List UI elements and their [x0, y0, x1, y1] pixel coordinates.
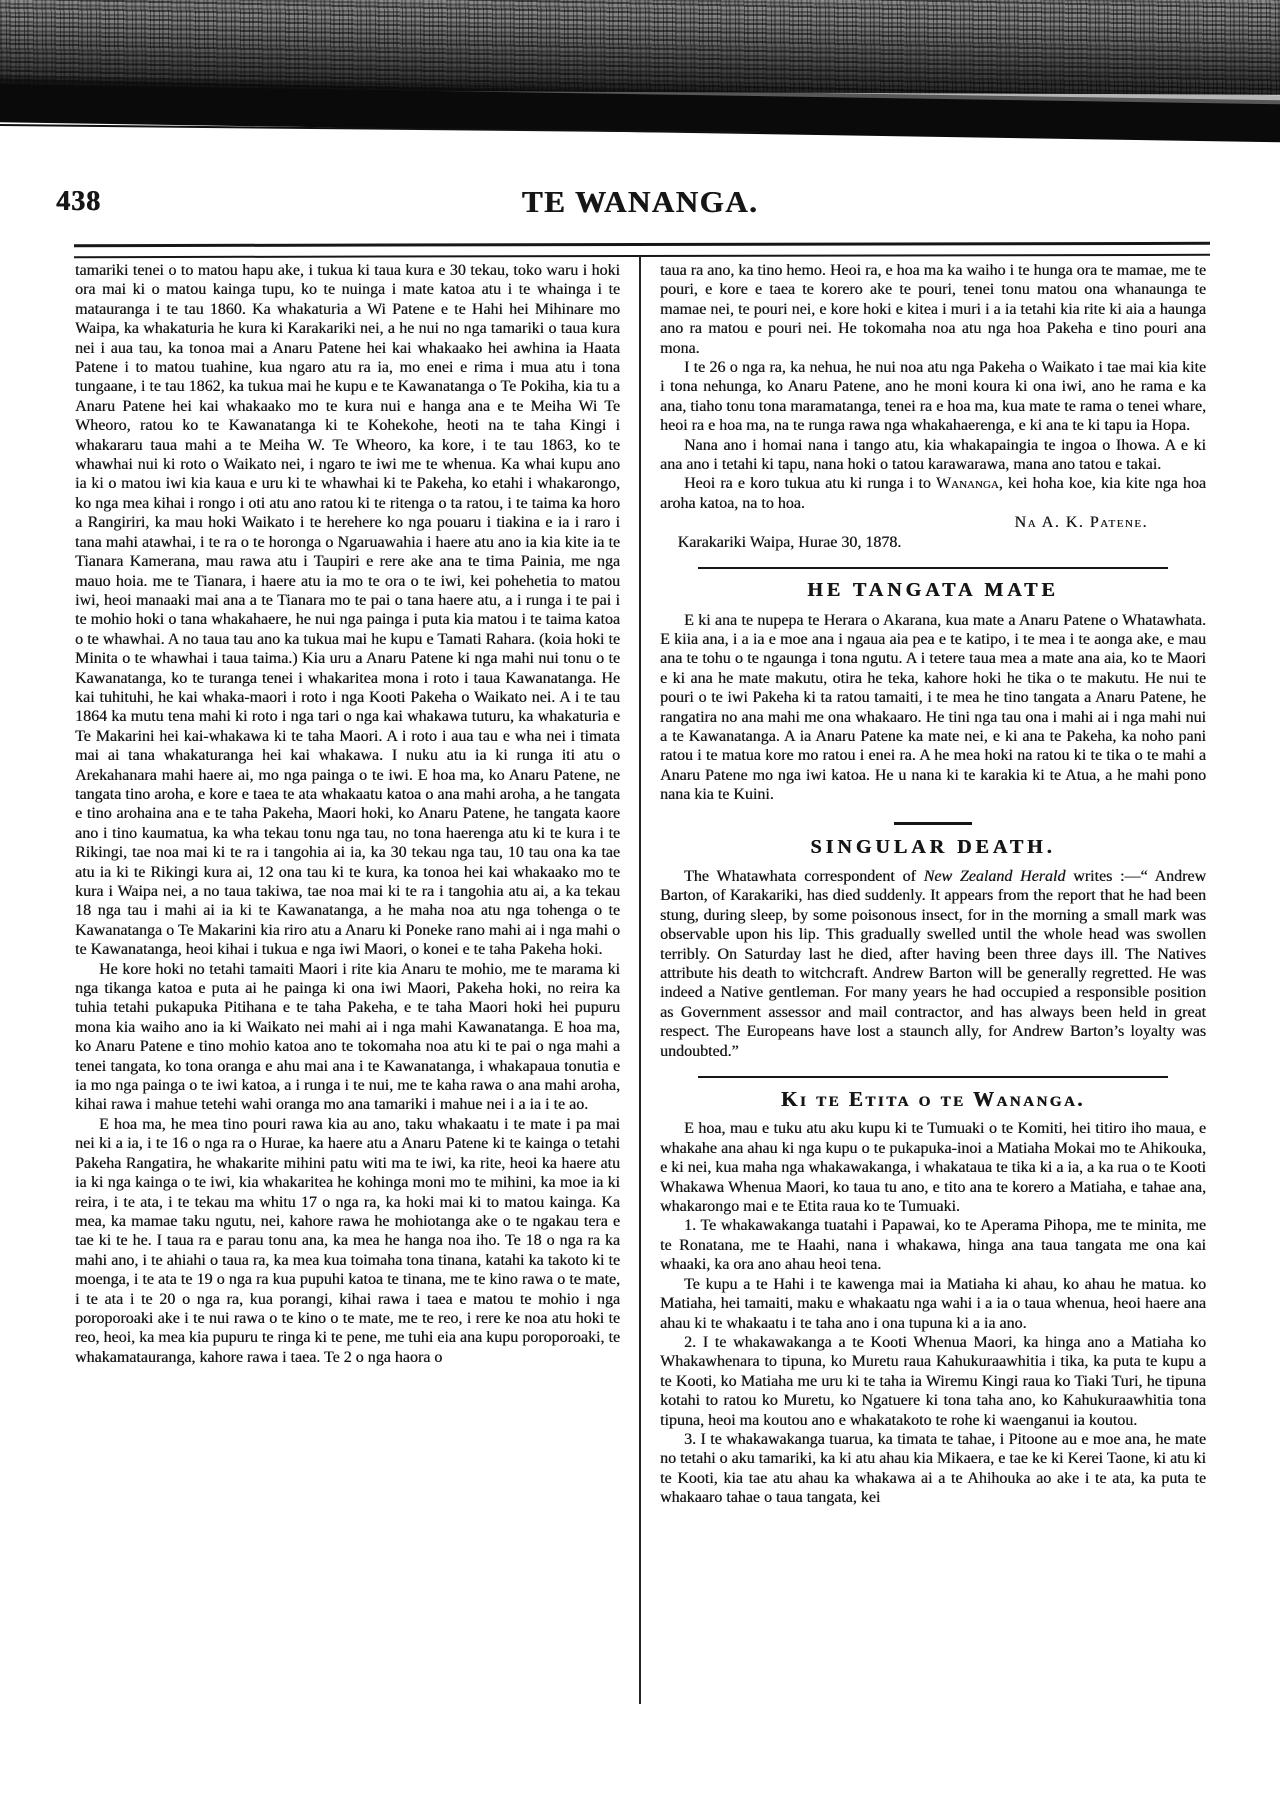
page-number: 438 — [56, 186, 101, 217]
paragraph — [660, 474, 1206, 513]
masthead-title: TE WANANGA. — [521, 184, 759, 219]
paragraph: 2. I te whakawakanga a te Kooti Whenua Maori, ka hinga ano a Matiaha ko Whakawhenara to tipuna, ko Muretu raua Kahukuraawhitia i tika, ka puta te kupu a te Kooti, ko Matiaha me uru ki te taha ia Wiremu Kingi raua ko Tiaki Turi, he tipuna kotahi to ratou ko Muretu, ko Ngatuere ki tona taha ano, ko Kahukuraawhitia tona tipuna, heoi ma koutou ano e whakatakoto te rohe ki waenganui ia koutou. — [660, 1333, 1206, 1429]
paragraph: E hoa ma, he mea tino pouri rawa kia au ano, taku whakaatu i te mate i pa mai nei ki a ia, i te 16 o nga ra o Hurae, ka haere atu a Anaru Patene ki te kainga o tetahi Pakeha Rangatira, he whakarite mihini patu witi ma te iwi, ka rite, heoi ka haere atu ia ki nga kainga o te iwi, kia whakaritea he kohinga moni mo te mihini, ka moe ia ki reira, i te ata, i te tekau ma whitu 17 o nga ra, ka hoki mai ki to matou kainga. Ka mea, ka mamae taku ngutu, nei, kahore rawa he mohiotanga ake o te ngakau tera e tae ki te he. I taua ra e parau tonu ana, ka mea he hanga noa iho. Te 18 o nga ra ka mahi ano, i te ahiahi o taua ra, ka mea kua toimaha tona tinana, katahi ka takoto ki te moenga, i te ata te 19 o nga ra kua pupuhi katoa te tinana, me te kino rawa o te mate, i te ata i te 20 o nga ra, kua porangi, kihai rawa i taea e matou te mohio i nga poroporoaki ake i te nui rawa o te kino o te mate, me te reo, i rere ke noa atu hoki te reo, heoi, ka mea kia pupuru te ringa ki te pene, me tuhi eia ana kupu poroporoaki, te whakamatauranga, kahore rawa i taea. Te 2 o nga haora o — [75, 1115, 620, 1366]
paragraph-text: , kei hoha koe, kia kite nga hoa aroha katoa, na to hoa. — [660, 475, 1206, 512]
scan-artifact-band — [0, 0, 1280, 150]
paragraph: I te 26 o nga ra, ka nehua, he nui noa atu nga Pakeha o Waikato i tae mai kia kite i tona nehunga, ko Anaru Patene, ano he moni koura ki ona iwi, ano he rama e ka ana, tiaho tonu tona maramatanga, tenei ra e hoa ma, kua mate te rama o tenei whare, heoi ra e hoa ma, na te runga rawa nga whakahaerenga, e ki ana te ki tapu ia Hopa. — [660, 359, 1206, 435]
section-heading-ki-te-etita: Ki te Etita o te Wananga. — [781, 1087, 1085, 1112]
header-double-rule — [74, 242, 1210, 258]
paragraph: 1. Te whakawakanga tuatahi i Papawai, ko te Aperama Pihopa, me te minita, me te Ronatana, me te Haahi, nana i whakawa, hinga ana taua tangata me ona kai whaaki, ka ora ano ahau heoi tena. — [660, 1217, 1206, 1274]
left-column — [75, 261, 620, 1367]
scan-noise-texture — [0, 0, 1280, 95]
paragraph-text: Heoi ra e koro tukua atu ki runga i to — [684, 475, 936, 493]
section-divider — [698, 567, 1168, 569]
paragraph-text: The Whatawhata correspondent of — [684, 867, 924, 885]
paragraph: E ki ana te nupepa te Herara o Akarana, kua mate a Anaru Patene o Whatawhata. E kiia ana, i a ia e moe ana i ngaua aia pea e te katipo, i te mea i te aonga ake, e mau ana te tohu o te ngaunga i tona ngutu. A i tetere taua mea a mate ana aia, ko te Maori e ki ana he mate makutu, otira he teka, kahore hoki he tika o te makutu. He nui te pouri o te iwi Pakeha ki ta ratou tamaiti, i te mea he tino tangata a Anaru Patene, he rangatira no ana mahi me ona whakaaro. He tini nga tau ona i mahi ai i nga mahi nui a te Kawanatanga. A ia Anaru Patene ka mate nei, e ki ana te Pakeha, ka noho pani ratou i te matua kore mo ratou i enei ra. A he mea hoki na ratou ki te tika o te mahi a Anaru Patene mo nga iwi katoa. He u nana ki te karakia ki te Atua, a he mahi pono nana kia te Kuini. — [660, 611, 1206, 804]
right-column — [660, 261, 1206, 1508]
paragraph: He kore hoki no tetahi tamaiti Maori i rite kia Anaru te mohio, me te marama ki nga tikanga katoa e puta ai he painga ki ona iwi Maori, Pakeha hoki, no reira ka tuhia tetahi pukapuka Pitihana e te taha Pakeha, e te taha Maori hoki hei pupuru mona kia waiho ano ia ki Waikato nei mahi ai i nga mahi Kawanatanga. E hoa ma, ko Anaru Patene e tino mohio katoa ano te tokomaha noa atu ki te pai o nga mahi a tenei tangata, ko tona oranga e ahu mai ana i te Kawanatanga, i whakapaua tonutia e ia mo nga painga o te iwi katoa, a i runga i te nui, me te kaha rawa o ana mahi aroha, kihai rawa i mahue tetehi wahi oranga mo ana tamariki i mahue nei i a ia i te ao. — [75, 960, 620, 1114]
paragraph: Nana ano i homai nana i tango atu, kia whakapaingia te ingoa o Ihowa. A e ki ana ano i tetahi ki tapu, nana hoki o tatou karawarawa, mana ano tatou e takai. — [660, 436, 1206, 474]
paragraph-text: writes :—“ Andrew Barton, of Karakariki, has died suddenly. It appears from the report that he had been stung, during sleep, by some poisonous insect, for in the morning a small mark was observable upon his lip. This gradually swelled until the whole head was swollen terribly. On Saturday last he died, after having been three days ill. The Natives attribute his death to witchcraft. Andrew Barton will be generally regretted. He was indeed a Native gentleman. For many years he had occupied a responsible position as Government assessor and mail contractor, and has always been held in great respect. The Europeans have lost a staunch ally, for Andrew Barton’s loyalty was undoubted.” — [660, 867, 1207, 1060]
wananga-smallcaps: Wananga — [935, 475, 999, 493]
paragraph: tamariki tenei o to matou hapu ake, i tukua ki taua kura e 30 tekau, toko waru i hoki ora mai ki o matou kainga tupu, ko te nuinga i mate katoa atu i te whainga i te matauranga i te tau 1860. Ka whakaturia a Wi Patene e te Hahi hei Mihinare mo Waipa, ka whakaturia he kura ki Karakariki nei, a he nui no nga tamariki o taua kura nei i aua tau, ka tonoa mai a Anaru Patene hei kai whakaako hei awhina ia Haata Patene i to matou tuahine, kua ngaro atu ra ia, mo enei e rima i mua atu i tona tungaane, i te tau 1862, ka tukua mai he kupu e te Kawanatanga o Te Pokiha, kia tu a Anaru Patene hei kai whakaako mo te kura nui e hanga ana e te Meiha Wi Te Wheoro, ratou ko te Kawanatanga ki te Kohekohe, heoti na te taha Kingi i whakararu taua mahi a te Meiha W. Te Wheoro, ka kore, i te tau 1863, ko te whawhai nui ki roto o Waikato nei, i ngaro te iwi me te whenua. Ka whai kupu ano ia ki o matou iwi kia kaua e uru ki te whawhai ki te Pakeha, ko etahi i whakarongo, ko nga mea kihai i rongo i oti atu ano ratou ki te ritenga o ta ratou, i te taima ka horo a Rangiriri, ka mau hoki Waikato i te herehere ko nga pouaru i tiakina e ia i raro i tana mahi atawhai, i te ra o te horonga o Ngaruawahia i haere atu ano ia kia kite ia te Tianara Kamerana, mau rawa atu i Taupiri e rere ake ana te tima Painia, me nga mauo hoia. me te Tianara, i haere atu ia mo te ora o te iwi, kei pohehetia to matou iwi, heoi manaaki mai ana a te Tianara mo te pai o tana haere atu, a i runga i te pai i te mohio hoki o tana whakahaere, he nui nga painga i puta kia matou i te taima katoa o te whawhai. A no taua tau ano ka tukua mai he kupu e Tamati Rahara. (koia hoki te Minita o te whawhai i taua taima.) Kia uru a Anaru Patene ki nga mahi nui tonu o te Kawanatanga, ko te turanga tenei i whakaritea mona i roto i taua Kawanatanga. He kai tuhituhi, he kai whaka-maori i roto i nga Kooti Pakeha o Waikato nei. A i te tau 1864 ka mutu tena mahi ki roto i nga tari o nga kai whakawa tuturu, ka whakaturia e Te Makarini hei kai-whakawa ki te taha Maori. A i roto i aua tau e wha nei i timata mai ai tana whakaturanga hei kai whakawa. I nuku atu ia ki runga iti atu o Arekahanara mahi haere ai, mo nga painga o te iwi. E hoa ma, ko Anaru Patene, ne tangata tino aroha, e kore e taea te ata whakaatu katoa o ana mahi aroha, a he tangata e tino arohaina ana e te taha Pakeha, Maori hoki, ko Anaru Patene, he tangata kaore ano i tino kaumatua, ka wha tekau tonu nga tau, no tona haerenga atu ki te kura i te Rikingi, tae noa mai ki te ra i tangohia ai ia, ka 30 tekau nga tau, 10 tau ona ka tae atu ia ki te Rikingi kura ai, 12 ona tau ki te kura, ka tonoa hei kai whakaako mo te kura i Waipa nei, a no taua takiwa, tae noa mai ki te ra i tangohia atu ai, a ka tekau 18 nga tau i mahi ai ia ki te Kawanatanga, a he maha noa atu nga tohenga o te Kawanatanga o Te Makarini kia riro atu a Anaru ki Poneke rano mahi ai i nga mahi o te Kawanatanga, heoi kihai i tukua e nga iwi Maori, o konei e te taha Pakeha hoki. — [75, 262, 620, 959]
signature: Na A. K. Patene. — [1014, 514, 1148, 532]
newspaper-name-italic: New Zealand Herald — [923, 867, 1066, 885]
section-heading-he-tangata-mate: HE TANGATA MATE — [807, 579, 1059, 602]
paragraph: Te kupu a te Hahi i te kawenga mai ia Matiaha ki ahau, ko ahau he matua. ko Matiaha, hei tamaiti, maku e whakaatu nga wahi i a ia o taua whenua, heoi haere ana ahau ki te whakaatu i te taha ano i ona tupuna ki a ia ano. — [660, 1275, 1206, 1332]
paragraph — [660, 867, 1206, 1061]
paragraph: 3. I te whakawakanga tuarua, ka timata te tahae, i Pitoone au e moe ana, he mate no tetahi o aku tamariki, ka ki atu ahau kia Mikaera, e tae ke ki Kerei Taone, ki atu ki te Kooti, kia tae atu ahau ka whakawa ai a te Ahihouka ao ake i te ata, ka puta te whakaaro tahae o taua tangata, kei — [660, 1430, 1206, 1507]
section-heading-singular-death: SINGULAR DEATH. — [810, 835, 1056, 858]
dateline: Karakariki Waipa, Hurae 30, 1878. — [677, 533, 902, 551]
section-divider — [894, 822, 972, 825]
paragraph: E hoa, mau e tuku atu aku kupu ki te Tumuaki o te Komiti, hei titiro iho maua, e whakahe ana ahau ki nga kupu o te pukapuka-inoi a Matiaha Mokai mo te Ahikouka, e ki nei, kua maha nga whakawakanga, i whakataua te tika ki a ia, a ka rua o te Kooti Whakawa Whenua Maori, ko taua tu ano, e tito ana te korero a Matiaha, e tahae ana, whakarongo mai e te Etita raua ko te Tumuaki. — [660, 1120, 1206, 1216]
section-divider — [698, 1076, 1168, 1078]
paragraph: taua ra ano, ka tino hemo. Heoi ra, e hoa ma ka waiho i te hunga ora te mamae, me te pouri, e kore e taea te korero ake te pouri, tenei tonu matou ona whanaunga te mamae nei, te pouri nei, e kore hoki e kitea i muri i a ia tetahi kia rite ki aia a haunga ano ra matou e pouri nei. He tokomaha noa atu nga hoa Pakeha e tino pouri ana mona. — [660, 262, 1206, 357]
column-divider — [639, 256, 641, 1704]
